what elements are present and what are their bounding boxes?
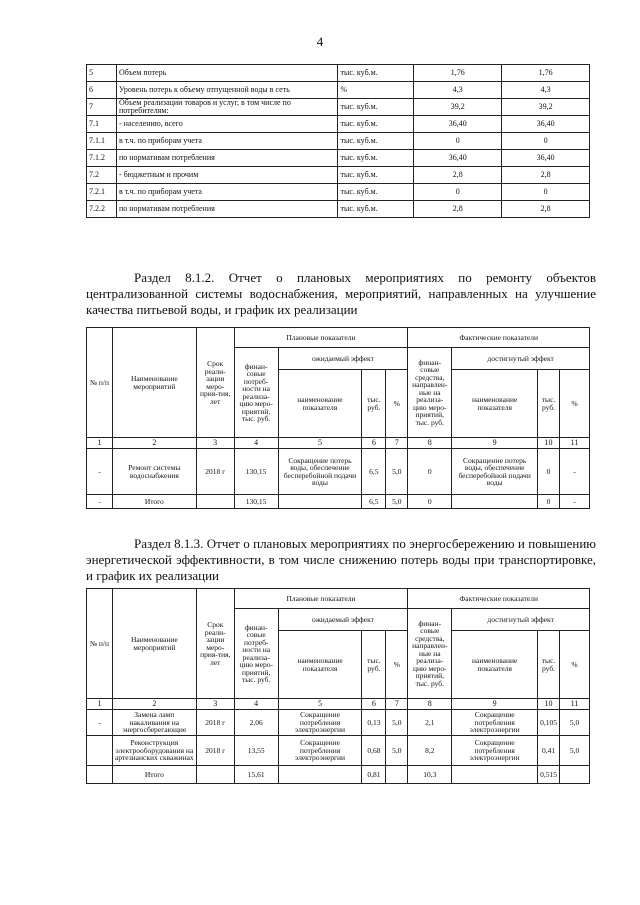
measure-name: Итого [112,495,196,509]
indicator-name: по нормативам потребления [116,150,338,167]
table-row [87,495,590,509]
col-term-header: Срок реали-зации меро-прия-тия, лет [196,328,234,438]
expected-rub: 0,81 [362,766,386,784]
fact-finance-header: финан-совые средства, направлен-ные на реализа-цию меро-приятий, тыс. руб. [408,348,452,438]
table-row [87,710,590,736]
col-number: 8 [408,699,452,710]
value-plan: 2,8 [414,167,502,184]
measure-name: Итого [112,766,196,784]
table-row [87,65,590,82]
planned-header: Плановые показатели [234,589,408,609]
planned-finance: 130,15 [234,449,278,495]
table-row [87,133,590,150]
value-fact: 2,8 [502,201,590,218]
unit: тыс. куб.м. [338,65,414,82]
plan-finance-header: финан-совые потреб-ности на реализа-цию меро-приятий, тыс. руб. [234,609,278,699]
repair-measures-table [86,327,590,509]
col-number: 8 [408,438,452,449]
percent-header: % [560,631,590,699]
col-number: 5 [278,438,362,449]
table-row [87,184,590,201]
term: 2018 г [196,710,234,736]
indicator-header: наименование показателя [278,631,362,699]
unit: тыс. куб.м. [338,167,414,184]
achieved-percent [560,766,590,784]
section-8-1-3-heading: Раздел 8.1.3. Отчет о плановых мероприятиях по энергосбережению и повышению энергетической эффективности, в том числе снижению потерь воды при транспортировке, и график их реализации [86,536,596,583]
unit: % [338,82,414,99]
unit: тыс. куб.м. [338,99,414,116]
unit: тыс. куб.м. [338,116,414,133]
section-8-1-2-heading: Раздел 8.1.2. Отчет о плановых мероприятиях по ремонту объектов централизованной системы водоснабжения, мероприятий, направленных на улучшение качества питьевой воды, и график их реализации [86,270,596,317]
expected-percent: 5,0 [386,710,408,736]
indicator-header: наименование показателя [452,631,538,699]
expected-rub: 6,5 [362,495,386,509]
thousand-header: тыс. руб. [538,370,560,438]
table-row [87,201,590,218]
unit: тыс. куб.м. [338,133,414,150]
value-plan: 1,76 [414,65,502,82]
achieved-rub: 0 [538,449,560,495]
term [196,495,234,509]
row-number: - [87,449,113,495]
achieved-indicator: Сокращение потребления электроэнергии [452,736,538,766]
fact-finance-header: финан-совые средства, направлен-ные на реализа-цию меро-приятий, тыс. руб. [408,609,452,699]
value-fact: 0 [502,133,590,150]
achieved-percent: - [560,449,590,495]
energy-measures-table [86,588,590,784]
col-measures-header: Наименование мероприятий [112,589,196,699]
value-plan: 0 [414,133,502,150]
value-fact: 0 [502,184,590,201]
col-num-header: № п/п [87,328,113,438]
planned-finance: 2,06 [234,710,278,736]
table-row [87,736,590,766]
planned-finance: 15,61 [234,766,278,784]
page-number: 4 [316,34,324,49]
indicator-name: в т.ч. по приборам учета [116,133,338,150]
indicators-table [86,64,590,218]
row-number: 6 [87,82,117,99]
expected-percent: 5,0 [386,449,408,495]
unit: тыс. куб.м. [338,201,414,218]
term [196,766,234,784]
term: 2018 г [196,449,234,495]
indicator-name: по нормативам потребления [116,201,338,218]
value-fact: 1,76 [502,65,590,82]
achieved-indicator [452,495,538,509]
value-plan: 4,3 [414,82,502,99]
achieved-rub: 0,515 [538,766,560,784]
planned-header: Плановые показатели [234,328,408,348]
measure-name: Замена ламп накаливания на энергосберегающие [112,710,196,736]
value-plan: 36,40 [414,116,502,133]
expected-indicator: Сокращение потерь воды, обеспечение бесперебойной подачи воды [278,449,362,495]
col-number: 2 [112,699,196,710]
row-number: 7.1 [87,116,117,133]
row-number [87,736,113,766]
table-row [87,167,590,184]
row-number: - [87,710,113,736]
col-number: 6 [362,699,386,710]
achieved-header: достигнутый эффект [452,348,590,370]
value-plan: 39,2 [414,99,502,116]
actual-finance: 0 [408,495,452,509]
col-number: 6 [362,438,386,449]
row-number: - [87,495,113,509]
col-number: 1 [87,699,113,710]
term: 2018 г [196,736,234,766]
col-number: 5 [278,699,362,710]
thousand-header: тыс. руб. [362,370,386,438]
achieved-percent: 5,0 [560,736,590,766]
achieved-rub: 0,105 [538,710,560,736]
col-number: 10 [538,438,560,449]
achieved-percent: - [560,495,590,509]
table-row [87,150,590,167]
indicator-name: Объем потерь [116,65,338,82]
col-measures-header: Наименование мероприятий [112,328,196,438]
table-row [87,99,590,116]
expected-percent: 5,0 [386,495,408,509]
col-number: 11 [560,438,590,449]
achieved-percent: 5,0 [560,710,590,736]
column-numbers-row [87,438,590,449]
planned-finance: 130,15 [234,495,278,509]
col-number: 3 [196,699,234,710]
value-plan: 0 [414,184,502,201]
expected-indicator [278,766,362,784]
col-number: 2 [112,438,196,449]
indicator-name: Объем реализации товаров и услуг, в том числе по потребителям: [116,99,338,116]
actual-header: Фактические показатели [408,589,590,609]
row-number: 7.2.1 [87,184,117,201]
expected-rub: 0,13 [362,710,386,736]
percent-header: % [386,370,408,438]
unit: тыс. куб.м. [338,184,414,201]
indicator-name: в т.ч. по приборам учета [116,184,338,201]
col-number: 10 [538,699,560,710]
achieved-rub: 0 [538,495,560,509]
expected-rub: 0,68 [362,736,386,766]
expected-percent: 5,0 [386,736,408,766]
expected-header: ожидаемый эффект [278,348,408,370]
measure-name: Ремонт системы водоснабжения [112,449,196,495]
table-row [87,766,590,784]
expected-header: ожидаемый эффект [278,609,408,631]
col-num-header: № п/п [87,589,113,699]
indicator-name: - населению, всего [116,116,338,133]
col-number: 9 [452,699,538,710]
achieved-indicator: Сокращение потребления электроэнергии [452,710,538,736]
col-number: 9 [452,438,538,449]
value-fact: 2,8 [502,167,590,184]
indicator-header: наименование показателя [452,370,538,438]
achieved-indicator: Сокращение потерь воды, обеспечение бесперебойной подачи воды [452,449,538,495]
value-plan: 36,40 [414,150,502,167]
col-number: 11 [560,699,590,710]
value-fact: 39,2 [502,99,590,116]
thousand-header: тыс. руб. [538,631,560,699]
thousand-header: тыс. руб. [362,631,386,699]
row-number: 7.2 [87,167,117,184]
col-number: 1 [87,438,113,449]
actual-finance: 8,2 [408,736,452,766]
achieved-indicator [452,766,538,784]
value-fact: 4,3 [502,82,590,99]
col-number: 3 [196,438,234,449]
col-number: 7 [386,438,408,449]
percent-header: % [560,370,590,438]
expected-percent [386,766,408,784]
plan-finance-header: финан-совые потреб-ности на реализа-цию меро-приятий, тыс. руб. [234,348,278,438]
row-number [87,766,113,784]
expected-rub: 6,5 [362,449,386,495]
col-term-header: Срок реали-зации меро-прия-тия, лет [196,589,234,699]
indicator-header: наименование показателя [278,370,362,438]
indicator-name: - бюджетным и прочим [116,167,338,184]
table-row [87,449,590,495]
planned-finance: 13,55 [234,736,278,766]
row-number: 5 [87,65,117,82]
col-number: 4 [234,438,278,449]
expected-indicator [278,495,362,509]
measure-name: Реконструкция электрооборудования на артезианских скважинах [112,736,196,766]
achieved-rub: 0,41 [538,736,560,766]
row-number: 7.1.1 [87,133,117,150]
expected-indicator: Сокращение потребления электроэнергии [278,736,362,766]
value-plan: 2,8 [414,201,502,218]
table-row [87,116,590,133]
percent-header: % [386,631,408,699]
value-fact: 36,40 [502,116,590,133]
expected-indicator: Сокращение потребления электроэнергии [278,710,362,736]
row-number: 7.1.2 [87,150,117,167]
col-number: 7 [386,699,408,710]
row-number: 7.2.2 [87,201,117,218]
row-number: 7 [87,99,117,116]
value-fact: 36,40 [502,150,590,167]
unit: тыс. куб.м. [338,150,414,167]
col-number: 4 [234,699,278,710]
table-row [87,82,590,99]
indicator-name: Уровень потерь к объему отпущенной воды в сеть [116,82,338,99]
column-numbers-row [87,699,590,710]
actual-finance: 0 [408,449,452,495]
achieved-header: достигнутый эффект [452,609,590,631]
actual-finance: 10,3 [408,766,452,784]
actual-header: Фактические показатели [408,328,590,348]
actual-finance: 2,1 [408,710,452,736]
